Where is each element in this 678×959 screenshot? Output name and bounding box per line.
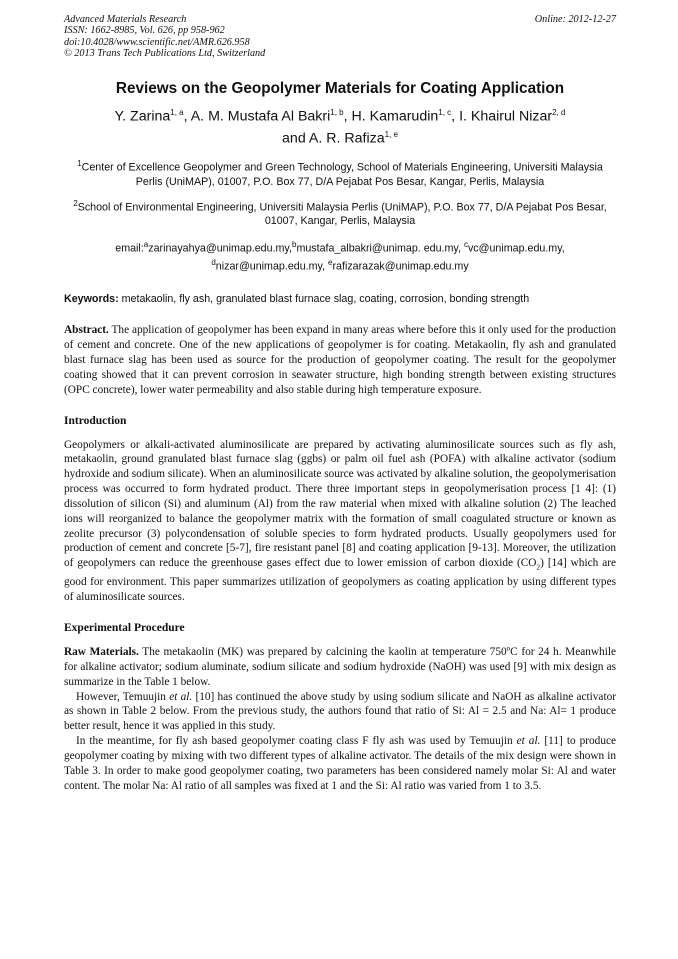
raw-materials-paragraph: Raw Materials. The metakaolin (MK) was prepared by calcining the kaolin at temperature 750ºC for 24 h. Meanwhile for alkaline activator; sodium aluminate, sodium silicate and sodium hydroxide (NaOH) was used [9] with mix design as summarize in the Table 1 below. <box>64 646 616 688</box>
email-link[interactable]: vc@unimap.edu.my <box>467 242 562 255</box>
email-link[interactable]: zarinayahya@unimap.edu.my <box>148 242 289 255</box>
temuujin-paragraph: However, Temuujin et al. [10] has continued the above study by using sodium silicate and NaOH as alkaline activator as shown in Table 2 below. From the previous study, the authors found that ratio of Si: Al = 2.5 and Na: Al= 1 produce better result, hence it was applied in this study. <box>64 690 616 733</box>
affiliation-2: $^2$School of Environmental Engineering, Universiti Malaysia Perlis (UniMAP), P.O. Box 77, D/A Pejabat Pos Besar, 01007, Kangar, Perlis, Malaysia <box>73 199 607 228</box>
paper-title: Reviews on the Geopolymer Materials for Coating Application <box>115 80 565 97</box>
journal-header <box>64 14 616 64</box>
authors-and: and <box>282 130 306 147</box>
abstract <box>64 323 616 397</box>
raw-materials-label: Raw Materials. <box>64 646 139 659</box>
email-link[interactable]: mustafa_albakri@unimap. edu.my <box>296 242 458 255</box>
author-sup: 2, d <box>552 108 566 117</box>
journal-issn: ISSN: 1662-8985, Vol. 626, pp 958-962 <box>64 25 225 37</box>
keywords-label: Keywords: <box>64 293 119 306</box>
author: Y. Zarina <box>114 108 171 125</box>
affiliation-1: $^1$Center of Excellence Geopolymer and Green Technology, School of Materials Engineering, Universiti Malaysia Perlis (UniMAP), 01007, P.O. Box 77, D/A Pejabat Pos Besar, Kangar, Perlis, Malaysia <box>77 159 603 188</box>
email-link[interactable]: nizar@unimap.edu.my <box>215 260 323 273</box>
fly-ash-paragraph: In the meantime, for fly ash based geopolymer coating class F fly ash was used by Temuujin et al. [11] to produce geopolymer coating by mixing with two different types of alkaline activator. The details of the mix design were shown in Table 3. In order to make good geopolymer coating, two parameters has been considered namely molar Si: Al and water content. The molar Na: Al ratio of all samples was fixed at 1 and the Si: Al ratio was varied from 1 to 3.5. <box>64 735 616 792</box>
author-sup: 1, b <box>330 108 344 117</box>
author: I. Khairul Nizar <box>459 108 553 125</box>
experimental-heading: Experimental Procedure <box>64 622 185 635</box>
author: H. Kamarudin <box>351 108 439 125</box>
abstract-label: Abstract. <box>64 324 109 337</box>
email-list: email:$^a$zarinayahya@unimap.edu.my,$^b$mustafa_albakri@unimap. edu.my, $^c$vc@unimap.edu.my, $^d$nizar@unimap.edu.my, $^e$rafizarazak@unimap.edu.my <box>115 239 565 273</box>
introduction-heading: Introduction <box>64 414 127 427</box>
journal-doi: doi:10.4028/www.scientific.net/AMR.626.958 <box>64 36 250 48</box>
paper-page <box>64 14 616 793</box>
introduction-paragraph: Geopolymers or alkali-activated aluminosilicate are prepared by activating aluminosilicate sources such as fly ash, metakaolin, ground granulated blast furnace slag (ggbs) or palm oil fuel ash (POFA) with alkaline activator (sodium hydroxide and sodium silicate). When an aluminosilicate source was activated by alkaline solution, the geopolymerisation process was occurred to form hydrated product. There three important steps in geopolymerisation process [1 4]: (1) dissolution of silicon (Si) and aluminum (Al) from the raw material when mixed with alkaline solution (2) The leached ions will reorganized to balance the geopolymer matrix with the formation of small coagulated structure or known as zeolite precursor (3) polycondensation of soluble species to form hydrated products. Usually geopolymers used for production of cement and concrete [5-7], fire resistant panel [8] and coating application [9-13]. Moreover, the utilization of geopolymers can reduce the greenhouse gases effect due to lower emission of carbon dioxide $(CO_2)$ [14] which are good for environment. This paper summarizes utilization of geopolymers as coating application by using different types of aluminosilicate sources. <box>64 438 616 604</box>
keywords <box>64 292 616 306</box>
author-sup: 1, e <box>384 129 398 139</box>
journal-copyright: © 2013 Trans Tech Publications Ltd, Switzerland <box>64 48 266 60</box>
email-link[interactable]: rafizarazak@unimap.edu.my <box>332 260 469 273</box>
journal-info <box>64 14 265 60</box>
author-sup: 1, c <box>438 108 452 117</box>
online-date: Online: 2012-12-27 <box>534 14 616 25</box>
author: A. R. Rafiza <box>308 130 385 147</box>
author: A. M. Mustafa Al Bakri <box>190 108 331 125</box>
author-sup: 1, a <box>170 108 184 117</box>
abstract-text: The application of geopolymer has been expand in many areas where before this it only used for the production of cement and concrete. One of the new applications of geopolymer is for coating. Metakaolin, fly ash and granulated blast furnace slag has been used as source for the production of geopolymer coating. The result for the geopolymer coating showed that it can prevent corrosion in seawater structure, high bonding strength between existing structures (OPC concrete), lower water permeability and also stable during high temperature exposure. <box>64 324 616 396</box>
author-list: Y. Zarina$^{1, a}$, A. M. Mustafa Al Bakri$^{1, b}$, H. Kamarudin$^{1, c}$, I. Khairul Nizar$^{2, d}$ and A. R. Rafiza$^{1, e}$ <box>114 108 566 147</box>
journal-name: Advanced Materials Research <box>64 14 187 25</box>
keywords-text: metakaolin, fly ash, granulated blast furnace slag, coating, corrosion, bonding strength <box>121 293 530 306</box>
